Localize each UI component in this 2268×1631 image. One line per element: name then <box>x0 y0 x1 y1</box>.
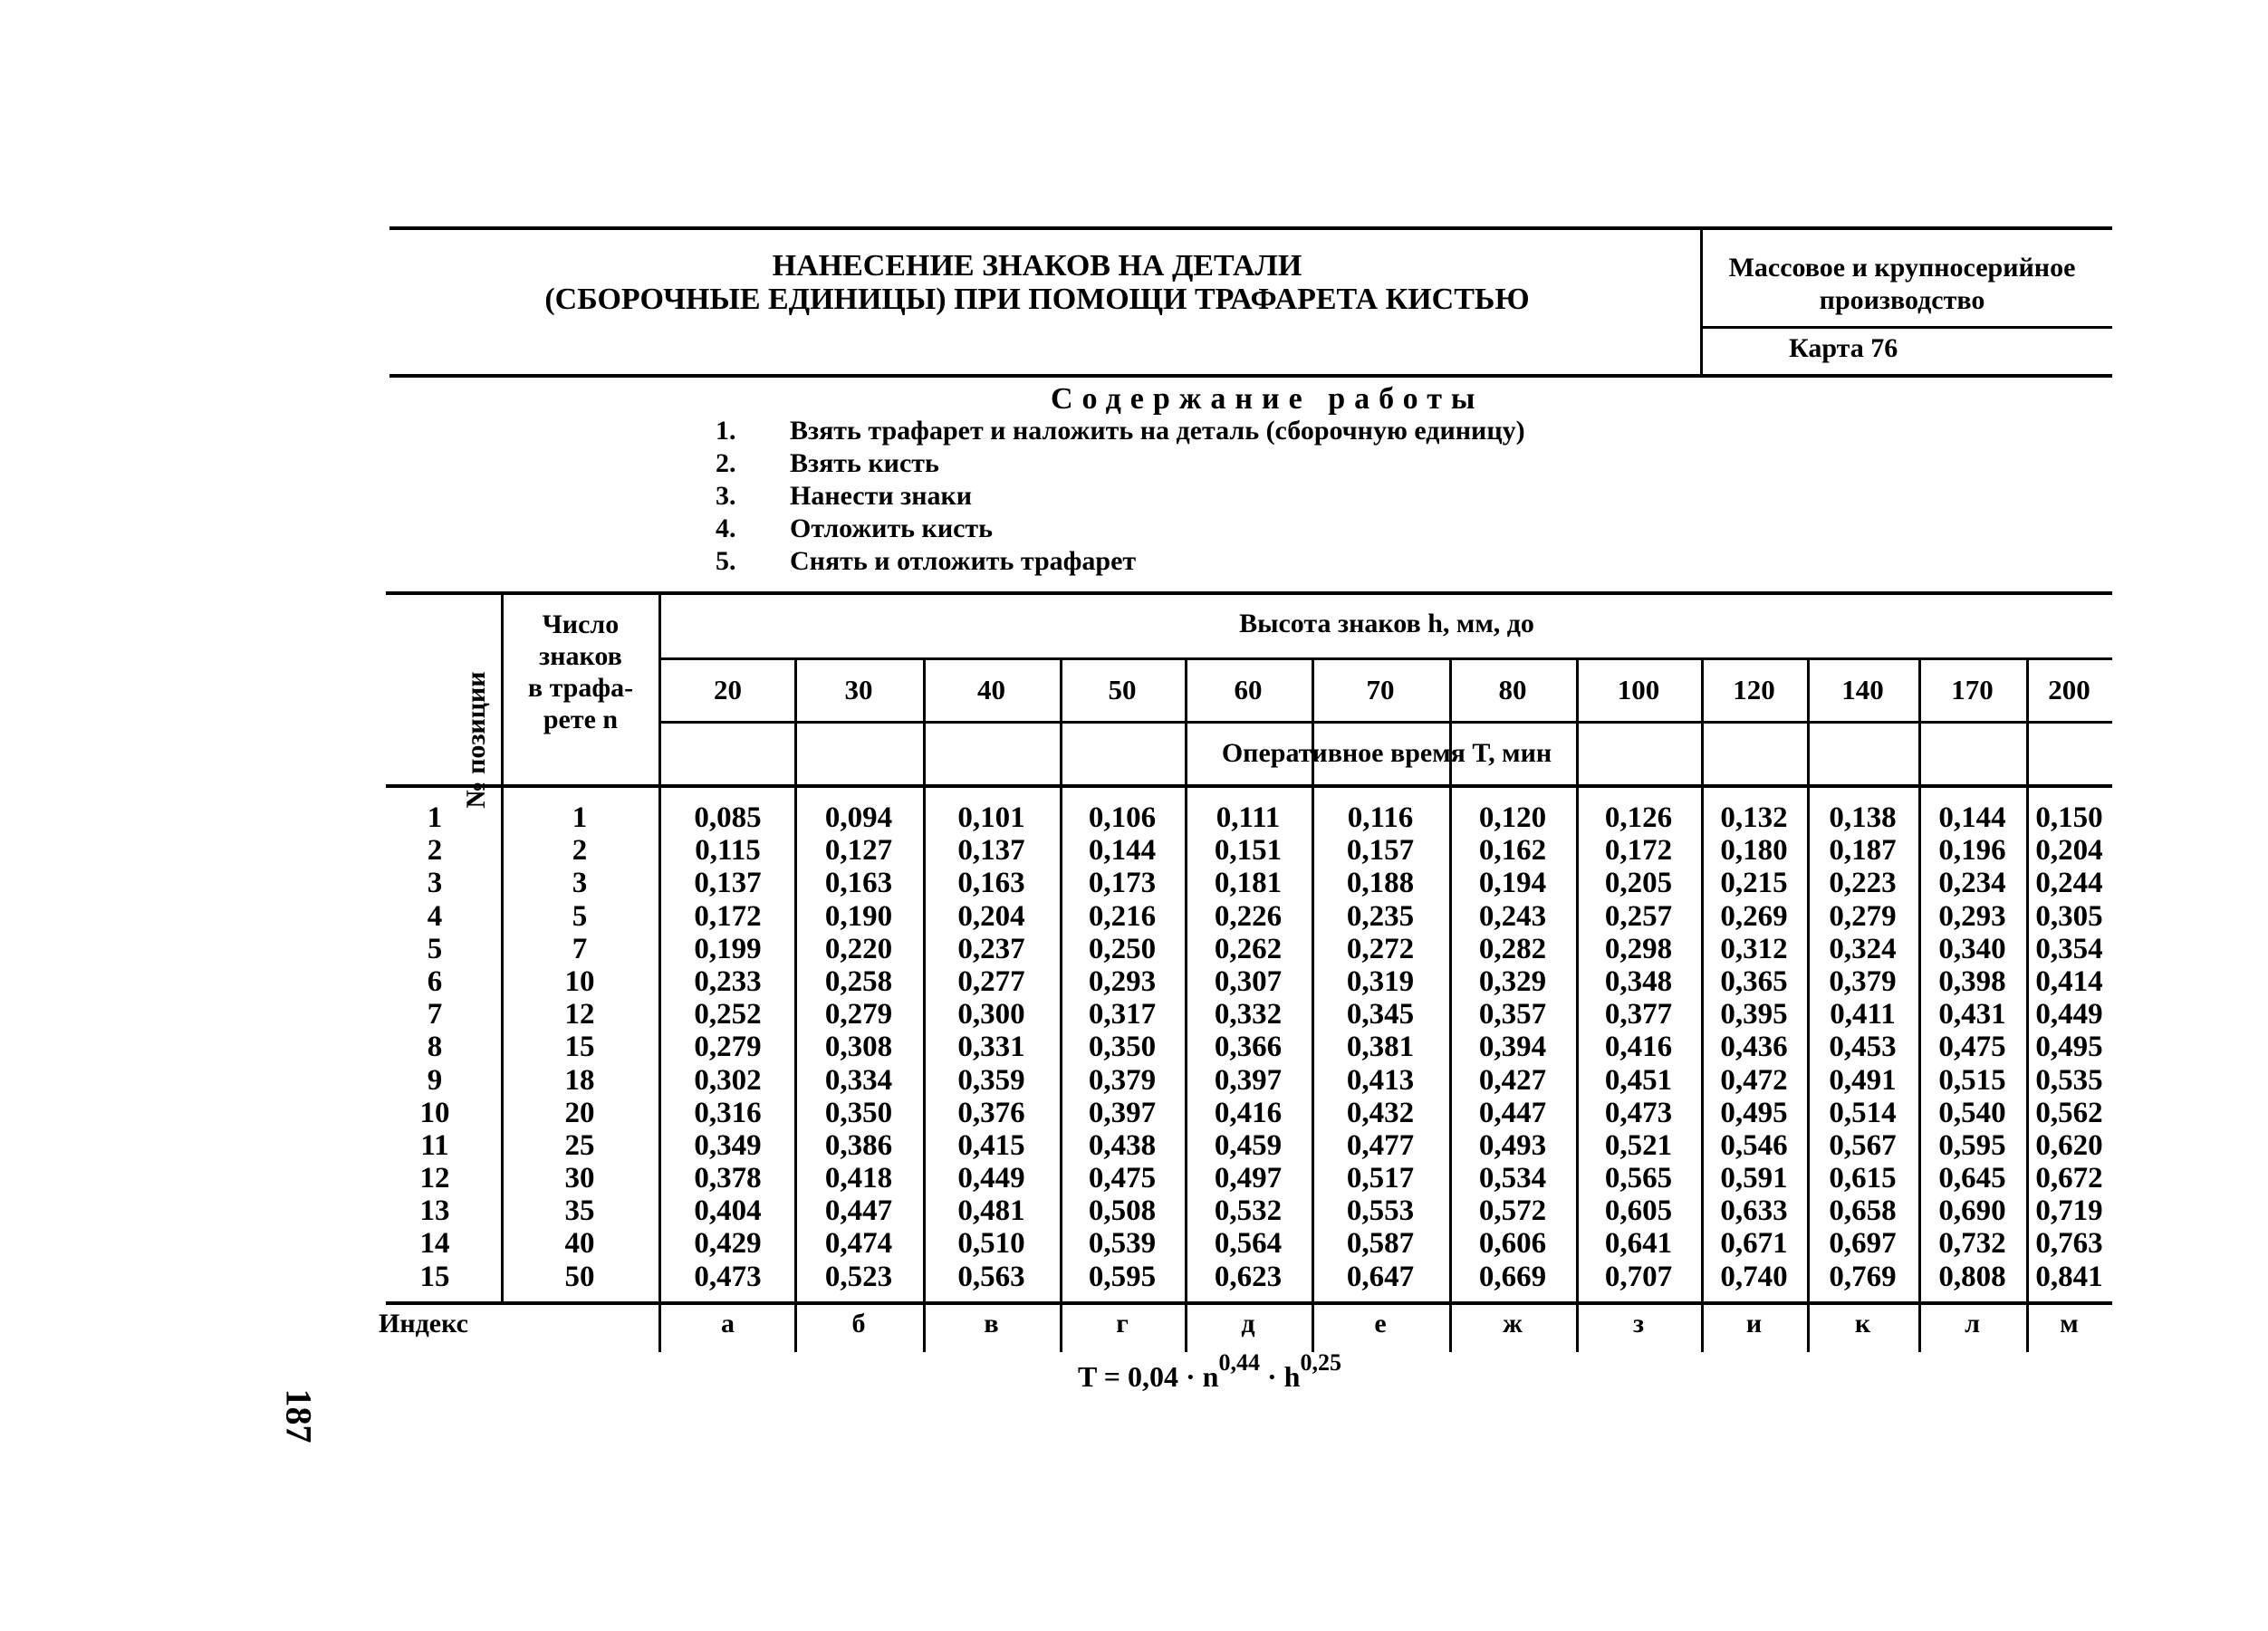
time-cell: 0,658 <box>1829 1194 1897 1228</box>
sign-count-header-line: знаков <box>539 641 622 671</box>
time-column <box>661 801 794 1293</box>
index-cell: а <box>721 1309 735 1338</box>
formula-mid: · h <box>1259 1360 1301 1393</box>
time-cell: 0,508 <box>1088 1194 1157 1228</box>
time-cell: 0,120 <box>1478 801 1547 834</box>
time-cell: 0,144 <box>1088 834 1157 868</box>
production-type-line1: Массовое и крупносерийное <box>1728 253 2076 283</box>
time-cell: 0,340 <box>1938 932 2006 965</box>
index-cell: б <box>851 1309 866 1338</box>
time-cell: 0,535 <box>2035 1063 2103 1097</box>
time-cell: 0,348 <box>1604 964 1673 998</box>
time-cell: 0,257 <box>1604 899 1673 933</box>
time-cell: 0,416 <box>1214 1096 1283 1129</box>
time-cell: 0,769 <box>1829 1260 1897 1293</box>
time-cell: 0,514 <box>1829 1096 1897 1129</box>
position-number-header: № позиции <box>461 671 491 809</box>
time-cell: 0,432 <box>1346 1096 1415 1129</box>
position-cell: 2 <box>427 834 443 868</box>
time-cell: 0,641 <box>1604 1227 1673 1261</box>
time-cell: 0,262 <box>1214 932 1283 965</box>
time-cell: 0,132 <box>1720 801 1788 834</box>
height-column-header: 100 <box>1617 674 1660 705</box>
sign-count-header-line: Число <box>542 609 620 639</box>
sign-count-header-line: в трафа- <box>527 673 634 703</box>
work-step <box>716 480 972 513</box>
time-cell: 0,127 <box>824 834 893 868</box>
time-cell: 0,394 <box>1478 1031 1547 1064</box>
time-cell: 0,481 <box>957 1194 1025 1228</box>
time-cell: 0,350 <box>824 1096 893 1129</box>
work-step <box>716 415 1525 447</box>
position-cell: 1 <box>427 801 443 834</box>
time-cell: 0,697 <box>1829 1227 1897 1261</box>
time-cell: 0,332 <box>1214 998 1283 1031</box>
time-cell: 0,220 <box>824 932 893 965</box>
time-cell: 0,252 <box>694 998 762 1031</box>
position-cell: 8 <box>427 1031 443 1064</box>
time-cell: 0,521 <box>1604 1128 1673 1162</box>
time-cell: 0,115 <box>695 834 761 868</box>
position-cell: 5 <box>427 932 443 965</box>
time-cell: 0,411 <box>1830 998 1896 1031</box>
time-cell: 0,491 <box>1829 1063 1897 1097</box>
time-cell: 0,350 <box>1088 1031 1157 1064</box>
step-number: 1. <box>716 416 736 446</box>
position-cell: 9 <box>427 1063 443 1097</box>
time-cell: 0,495 <box>1720 1096 1788 1129</box>
time-cell: 0,359 <box>957 1063 1025 1097</box>
time-cell: 0,645 <box>1938 1162 2006 1195</box>
position-cell: 11 <box>420 1128 449 1162</box>
time-column <box>923 801 1060 1293</box>
height-column-header: 140 <box>1841 674 1884 705</box>
time-cell: 0,282 <box>1478 932 1547 965</box>
time-column <box>794 801 923 1293</box>
sign-count-cell: 20 <box>564 1096 595 1129</box>
sign-count-cell: 25 <box>564 1128 595 1162</box>
time-cell: 0,298 <box>1604 932 1673 965</box>
time-cell: 0,187 <box>1829 834 1897 868</box>
height-column-header: 30 <box>844 674 873 705</box>
time-cell: 0,474 <box>824 1227 893 1261</box>
formula-exponent-h: 0,25 <box>1300 1349 1341 1376</box>
time-cell: 0,181 <box>1214 867 1283 900</box>
time-cell: 0,173 <box>1088 867 1157 900</box>
time-cell: 0,459 <box>1214 1128 1283 1162</box>
sign-count-header <box>504 609 658 735</box>
time-cell: 0,591 <box>1720 1162 1788 1195</box>
height-column-header: 60 <box>1234 674 1263 705</box>
time-cell: 0,204 <box>2035 834 2103 868</box>
time-cell: 0,365 <box>1720 964 1788 998</box>
sign-count-cell: 2 <box>572 834 588 868</box>
time-cell: 0,106 <box>1088 801 1157 834</box>
time-cell: 0,567 <box>1829 1128 1897 1162</box>
time-cell: 0,345 <box>1346 998 1415 1031</box>
page-number: 187 <box>278 1388 320 1444</box>
step-number: 5. <box>716 546 736 576</box>
time-cell: 0,269 <box>1720 899 1788 933</box>
time-cell: 0,085 <box>694 801 762 834</box>
time-cell: 0,300 <box>957 998 1025 1031</box>
time-cell: 0,595 <box>1088 1260 1157 1293</box>
time-cell: 0,272 <box>1346 932 1415 965</box>
time-cell: 0,162 <box>1478 834 1547 868</box>
time-cell: 0,379 <box>1829 964 1897 998</box>
time-cell: 0,137 <box>957 834 1025 868</box>
work-step <box>716 447 939 480</box>
time-cell: 0,605 <box>1604 1194 1673 1228</box>
time-cell: 0,151 <box>1214 834 1283 868</box>
time-cell: 0,473 <box>694 1260 762 1293</box>
time-cell: 0,672 <box>2035 1162 2103 1195</box>
index-cell: з <box>1632 1309 1645 1338</box>
height-column-header: 20 <box>714 674 742 705</box>
time-cell: 0,615 <box>1829 1162 1897 1195</box>
time-cell: 0,546 <box>1720 1128 1788 1162</box>
time-cell: 0,279 <box>1829 899 1897 933</box>
time-cell: 0,690 <box>1938 1194 2006 1228</box>
time-cell: 0,381 <box>1346 1031 1415 1064</box>
index-cell: е <box>1374 1309 1387 1338</box>
time-cell: 0,418 <box>824 1162 893 1195</box>
time-cell: 0,515 <box>1938 1063 2006 1097</box>
time-cell: 0,438 <box>1088 1128 1157 1162</box>
position-cell: 10 <box>419 1096 450 1129</box>
step-text: Нанести знаки <box>790 481 973 511</box>
height-column-header: 170 <box>1951 674 1994 705</box>
height-column-header: 80 <box>1498 674 1527 705</box>
step-number: 2. <box>716 448 736 478</box>
time-cell: 0,841 <box>2035 1260 2103 1293</box>
time-cell: 0,647 <box>1346 1260 1415 1293</box>
time-cell: 0,279 <box>694 1031 762 1064</box>
step-number: 4. <box>716 513 736 543</box>
time-column <box>1918 801 2026 1293</box>
step-number: 3. <box>716 481 736 511</box>
time-cell: 0,473 <box>1604 1096 1673 1129</box>
time-cell: 0,732 <box>1938 1227 2006 1261</box>
time-cell: 0,157 <box>1346 834 1415 868</box>
time-column <box>1807 801 1918 1293</box>
time-cell: 0,144 <box>1938 801 2006 834</box>
work-step <box>716 513 993 545</box>
time-cell: 0,199 <box>694 932 762 965</box>
sign-count-cell: 3 <box>572 867 588 900</box>
time-cell: 0,223 <box>1829 867 1897 900</box>
time-cell: 0,633 <box>1720 1194 1788 1228</box>
time-cell: 0,510 <box>957 1227 1025 1261</box>
position-column <box>399 801 471 1293</box>
time-column <box>1185 801 1312 1293</box>
time-cell: 0,190 <box>824 899 893 933</box>
time-cell: 0,763 <box>2035 1227 2103 1261</box>
step-text: Взять кисть <box>790 448 939 478</box>
time-column <box>1701 801 1807 1293</box>
time-cell: 0,553 <box>1346 1194 1415 1228</box>
height-column-header: 50 <box>1108 674 1137 705</box>
time-cell: 0,307 <box>1214 964 1283 998</box>
time-cell: 0,534 <box>1478 1162 1547 1195</box>
document-title-line1: НАНЕСЕНИЕ ЗНАКОВ НА ДЕТАЛИ <box>772 249 1302 283</box>
time-cell: 0,707 <box>1604 1260 1673 1293</box>
time-cell: 0,431 <box>1938 998 2006 1031</box>
time-cell: 0,397 <box>1214 1063 1283 1097</box>
time-cell: 0,572 <box>1478 1194 1547 1228</box>
sign-count-cell: 1 <box>572 801 588 834</box>
time-cell: 0,398 <box>1938 964 2006 998</box>
time-cell: 0,305 <box>2035 899 2103 933</box>
time-cell: 0,235 <box>1346 899 1415 933</box>
sign-count-cell: 5 <box>572 899 588 933</box>
time-cell: 0,277 <box>957 964 1025 998</box>
time-cell: 0,293 <box>1088 964 1157 998</box>
time-cell: 0,517 <box>1346 1162 1415 1195</box>
time-cell: 0,493 <box>1478 1128 1547 1162</box>
sign-count-cell: 7 <box>572 932 588 965</box>
time-cell: 0,137 <box>694 867 762 900</box>
height-column-header: 40 <box>977 674 1005 705</box>
time-cell: 0,395 <box>1720 998 1788 1031</box>
time-cell: 0,376 <box>957 1096 1025 1129</box>
time-cell: 0,404 <box>694 1194 762 1228</box>
time-cell: 0,415 <box>957 1128 1025 1162</box>
time-cell: 0,449 <box>957 1162 1025 1195</box>
time-column <box>2026 801 2112 1293</box>
time-cell: 0,317 <box>1088 998 1157 1031</box>
time-cell: 0,540 <box>1938 1096 2006 1129</box>
time-cell: 0,495 <box>2035 1031 2103 1064</box>
time-cell: 0,449 <box>2035 998 2103 1031</box>
time-cell: 0,414 <box>2035 964 2103 998</box>
step-text: Отложить кисть <box>790 513 994 543</box>
time-cell: 0,366 <box>1214 1031 1283 1064</box>
time-cell: 0,808 <box>1938 1260 2006 1293</box>
time-cell: 0,453 <box>1829 1031 1897 1064</box>
time-cell: 0,237 <box>957 932 1025 965</box>
operative-time-header: Оперативное время T, мин <box>1221 738 1552 768</box>
time-column <box>1312 801 1449 1293</box>
index-cell: в <box>984 1309 999 1338</box>
formula <box>1078 1349 1341 1394</box>
time-cell: 0,477 <box>1346 1128 1415 1162</box>
time-cell: 0,539 <box>1088 1227 1157 1261</box>
time-cell: 0,293 <box>1938 899 2006 933</box>
time-cell: 0,523 <box>824 1260 893 1293</box>
time-cell: 0,564 <box>1214 1227 1283 1261</box>
time-cell: 0,094 <box>824 801 893 834</box>
time-cell: 0,565 <box>1604 1162 1673 1195</box>
index-cell: к <box>1854 1309 1871 1338</box>
time-cell: 0,436 <box>1720 1031 1788 1064</box>
time-cell: 0,397 <box>1088 1096 1157 1129</box>
step-text: Снять и отложить трафарет <box>790 546 1137 576</box>
sign-count-header-line: рете n <box>543 705 619 734</box>
work-content-title: Содержание работы <box>1051 382 1485 416</box>
time-cell: 0,379 <box>1088 1063 1157 1097</box>
time-cell: 0,329 <box>1478 964 1547 998</box>
position-cell: 6 <box>427 964 443 998</box>
position-cell: 15 <box>419 1260 450 1293</box>
time-column <box>1576 801 1701 1293</box>
time-cell: 0,416 <box>1604 1031 1673 1064</box>
time-cell: 0,204 <box>957 899 1025 933</box>
time-cell: 0,354 <box>2035 932 2103 965</box>
time-cell: 0,623 <box>1214 1260 1283 1293</box>
time-cell: 0,116 <box>1347 801 1414 834</box>
time-cell: 0,349 <box>694 1128 762 1162</box>
time-cell: 0,671 <box>1720 1227 1788 1261</box>
time-cell: 0,620 <box>2035 1128 2103 1162</box>
time-cell: 0,196 <box>1938 834 2006 868</box>
time-column <box>1060 801 1185 1293</box>
time-cell: 0,331 <box>957 1031 1025 1064</box>
position-cell: 13 <box>419 1194 450 1228</box>
step-text: Взять трафарет и наложить на деталь (сборочную единицу) <box>790 416 1525 446</box>
time-cell: 0,429 <box>694 1227 762 1261</box>
time-cell: 0,250 <box>1088 932 1157 965</box>
formula-base: T = 0,04 · n <box>1078 1360 1219 1393</box>
time-cell: 0,334 <box>824 1063 893 1097</box>
time-cell: 0,205 <box>1604 867 1673 900</box>
sign-count-cell: 50 <box>564 1260 595 1293</box>
time-cell: 0,279 <box>824 998 893 1031</box>
time-cell: 0,587 <box>1346 1227 1415 1261</box>
time-cell: 0,427 <box>1478 1063 1547 1097</box>
time-cell: 0,472 <box>1720 1063 1788 1097</box>
time-cell: 0,126 <box>1604 801 1673 834</box>
sign-count-cell: 18 <box>564 1063 595 1097</box>
time-cell: 0,497 <box>1214 1162 1283 1195</box>
time-cell: 0,302 <box>694 1063 762 1097</box>
height-column-header: 200 <box>2048 674 2090 705</box>
index-cell: м <box>2060 1309 2079 1338</box>
time-cell: 0,172 <box>1604 834 1673 868</box>
time-cell: 0,180 <box>1720 834 1788 868</box>
position-cell: 3 <box>427 867 443 900</box>
time-cell: 0,740 <box>1720 1260 1788 1293</box>
time-cell: 0,532 <box>1214 1194 1283 1228</box>
sign-count-cell: 15 <box>564 1031 595 1064</box>
index-cell: г <box>1116 1309 1129 1338</box>
time-cell: 0,475 <box>1088 1162 1157 1195</box>
time-cell: 0,138 <box>1829 801 1897 834</box>
time-column <box>1449 801 1576 1293</box>
position-cell: 7 <box>427 998 443 1031</box>
time-cell: 0,563 <box>957 1260 1025 1293</box>
time-cell: 0,451 <box>1604 1063 1673 1097</box>
production-type-line2: производство <box>1819 285 1985 315</box>
time-cell: 0,258 <box>824 964 893 998</box>
time-cell: 0,111 <box>1216 801 1281 834</box>
time-cell: 0,163 <box>824 867 893 900</box>
time-cell: 0,357 <box>1478 998 1547 1031</box>
sign-count-cell: 40 <box>564 1227 595 1261</box>
sign-count-cell: 30 <box>564 1162 595 1195</box>
height-column-header: 70 <box>1366 674 1395 705</box>
sign-count-cell: 10 <box>564 964 595 998</box>
position-cell: 14 <box>419 1227 450 1261</box>
time-cell: 0,475 <box>1938 1031 2006 1064</box>
formula-exponent-n: 0,44 <box>1218 1349 1260 1376</box>
time-cell: 0,719 <box>2035 1194 2103 1228</box>
index-cell: л <box>1965 1309 1980 1338</box>
time-cell: 0,562 <box>2035 1096 2103 1129</box>
work-step <box>716 545 1136 578</box>
time-cell: 0,413 <box>1346 1063 1415 1097</box>
index-cell: д <box>1241 1309 1255 1338</box>
time-cell: 0,447 <box>1478 1096 1547 1129</box>
time-cell: 0,101 <box>957 801 1025 834</box>
time-cell: 0,172 <box>694 899 762 933</box>
time-cell: 0,215 <box>1720 867 1788 900</box>
time-cell: 0,150 <box>2035 801 2103 834</box>
time-cell: 0,377 <box>1604 998 1673 1031</box>
time-cell: 0,386 <box>824 1128 893 1162</box>
time-cell: 0,319 <box>1346 964 1415 998</box>
sign-count-column <box>534 801 625 1293</box>
time-cell: 0,669 <box>1478 1260 1547 1293</box>
time-cell: 0,324 <box>1829 932 1897 965</box>
index-cell: ж <box>1503 1309 1523 1338</box>
time-cell: 0,378 <box>694 1162 762 1195</box>
time-cell: 0,244 <box>2035 867 2103 900</box>
time-cell: 0,308 <box>824 1031 893 1064</box>
height-column-header: 120 <box>1733 674 1775 705</box>
sign-count-cell: 12 <box>564 998 595 1031</box>
time-cell: 0,316 <box>694 1096 762 1129</box>
index-label: Индекс <box>379 1309 468 1338</box>
document-title-line2: (СБОРОЧНЫЕ ЕДИНИЦЫ) ПРИ ПОМОЩИ ТРАФАРЕТА КИСТЬЮ <box>544 283 1530 316</box>
time-cell: 0,194 <box>1478 867 1547 900</box>
time-cell: 0,163 <box>957 867 1025 900</box>
index-cell: и <box>1745 1309 1763 1338</box>
time-cell: 0,188 <box>1346 867 1415 900</box>
time-cell: 0,226 <box>1214 899 1283 933</box>
time-cell: 0,243 <box>1478 899 1547 933</box>
sign-count-cell: 35 <box>564 1194 595 1228</box>
time-cell: 0,233 <box>694 964 762 998</box>
time-cell: 0,216 <box>1088 899 1157 933</box>
time-cell: 0,312 <box>1720 932 1788 965</box>
time-cell: 0,447 <box>824 1194 893 1228</box>
card-number: Карта 76 <box>1789 333 1898 363</box>
position-cell: 4 <box>427 899 443 933</box>
position-cell: 12 <box>419 1162 450 1195</box>
sign-height-header: Высота знаков h, мм, до <box>1239 609 1534 638</box>
time-cell: 0,595 <box>1938 1128 2006 1162</box>
time-cell: 0,606 <box>1478 1227 1547 1261</box>
time-cell: 0,234 <box>1938 867 2006 900</box>
